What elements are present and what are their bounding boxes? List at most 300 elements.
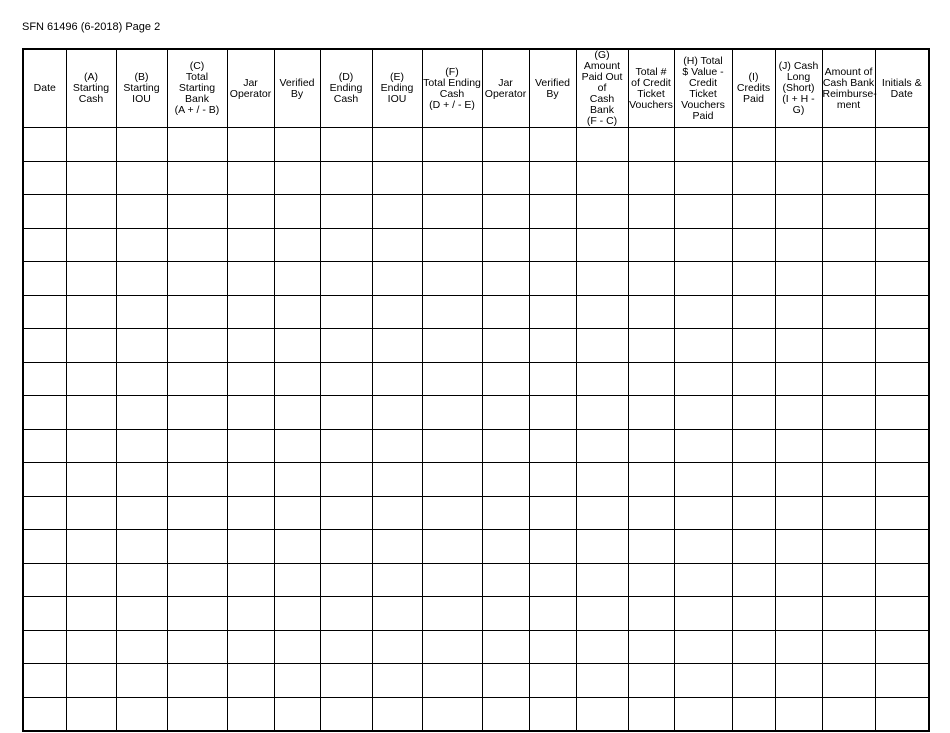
entry-cell[interactable] [66, 563, 116, 597]
entry-cell[interactable] [775, 429, 822, 463]
entry-cell[interactable] [227, 228, 274, 262]
entry-cell[interactable] [775, 496, 822, 530]
entry-cell[interactable] [320, 697, 372, 731]
entry-cell[interactable] [628, 630, 674, 664]
entry-cell[interactable] [822, 228, 875, 262]
entry-cell[interactable] [23, 429, 66, 463]
entry-cell[interactable] [875, 128, 929, 162]
entry-cell[interactable] [320, 463, 372, 497]
entry-cell[interactable] [628, 496, 674, 530]
entry-cell[interactable] [529, 396, 576, 430]
entry-cell[interactable] [576, 429, 628, 463]
entry-cell[interactable] [732, 128, 775, 162]
entry-cell[interactable] [628, 362, 674, 396]
entry-cell[interactable] [372, 329, 422, 363]
entry-cell[interactable] [116, 463, 167, 497]
entry-cell[interactable] [482, 463, 529, 497]
entry-cell[interactable] [372, 195, 422, 229]
entry-cell[interactable] [422, 463, 482, 497]
entry-cell[interactable] [227, 597, 274, 631]
entry-cell[interactable] [274, 563, 320, 597]
entry-cell[interactable] [66, 396, 116, 430]
entry-cell[interactable] [529, 295, 576, 329]
entry-cell[interactable] [822, 295, 875, 329]
entry-cell[interactable] [422, 161, 482, 195]
entry-cell[interactable] [875, 697, 929, 731]
entry-cell[interactable] [227, 128, 274, 162]
entry-cell[interactable] [529, 262, 576, 296]
entry-cell[interactable] [576, 496, 628, 530]
entry-cell[interactable] [674, 597, 732, 631]
entry-cell[interactable] [529, 429, 576, 463]
entry-cell[interactable] [822, 630, 875, 664]
entry-cell[interactable] [23, 329, 66, 363]
entry-cell[interactable] [274, 664, 320, 698]
entry-cell[interactable] [320, 295, 372, 329]
entry-cell[interactable] [875, 429, 929, 463]
entry-cell[interactable] [320, 429, 372, 463]
entry-cell[interactable] [422, 563, 482, 597]
entry-cell[interactable] [422, 128, 482, 162]
entry-cell[interactable] [482, 262, 529, 296]
entry-cell[interactable] [732, 362, 775, 396]
entry-cell[interactable] [116, 597, 167, 631]
entry-cell[interactable] [320, 530, 372, 564]
entry-cell[interactable] [822, 697, 875, 731]
entry-cell[interactable] [274, 463, 320, 497]
entry-cell[interactable] [674, 195, 732, 229]
entry-cell[interactable] [23, 630, 66, 664]
entry-cell[interactable] [227, 463, 274, 497]
entry-cell[interactable] [775, 697, 822, 731]
entry-cell[interactable] [775, 597, 822, 631]
entry-cell[interactable] [372, 128, 422, 162]
entry-cell[interactable] [320, 195, 372, 229]
entry-cell[interactable] [674, 429, 732, 463]
entry-cell[interactable] [116, 630, 167, 664]
entry-cell[interactable] [576, 463, 628, 497]
entry-cell[interactable] [372, 597, 422, 631]
entry-cell[interactable] [628, 329, 674, 363]
entry-cell[interactable] [372, 362, 422, 396]
entry-cell[interactable] [732, 530, 775, 564]
entry-cell[interactable] [227, 161, 274, 195]
entry-cell[interactable] [66, 262, 116, 296]
entry-cell[interactable] [775, 295, 822, 329]
entry-cell[interactable] [775, 396, 822, 430]
entry-cell[interactable] [674, 530, 732, 564]
entry-cell[interactable] [422, 396, 482, 430]
entry-cell[interactable] [66, 496, 116, 530]
entry-cell[interactable] [116, 396, 167, 430]
entry-cell[interactable] [116, 262, 167, 296]
entry-cell[interactable] [576, 530, 628, 564]
entry-cell[interactable] [775, 228, 822, 262]
entry-cell[interactable] [822, 597, 875, 631]
entry-cell[interactable] [822, 563, 875, 597]
entry-cell[interactable] [732, 429, 775, 463]
entry-cell[interactable] [628, 530, 674, 564]
entry-cell[interactable] [372, 228, 422, 262]
entry-cell[interactable] [66, 329, 116, 363]
entry-cell[interactable] [628, 262, 674, 296]
entry-cell[interactable] [167, 496, 227, 530]
entry-cell[interactable] [576, 664, 628, 698]
entry-cell[interactable] [167, 161, 227, 195]
entry-cell[interactable] [422, 630, 482, 664]
entry-cell[interactable] [875, 630, 929, 664]
entry-cell[interactable] [66, 195, 116, 229]
entry-cell[interactable] [875, 664, 929, 698]
entry-cell[interactable] [23, 161, 66, 195]
entry-cell[interactable] [116, 362, 167, 396]
entry-cell[interactable] [116, 161, 167, 195]
entry-cell[interactable] [628, 597, 674, 631]
entry-cell[interactable] [822, 329, 875, 363]
entry-cell[interactable] [274, 161, 320, 195]
entry-cell[interactable] [320, 664, 372, 698]
entry-cell[interactable] [167, 429, 227, 463]
entry-cell[interactable] [23, 362, 66, 396]
entry-cell[interactable] [822, 396, 875, 430]
entry-cell[interactable] [227, 664, 274, 698]
entry-cell[interactable] [23, 228, 66, 262]
entry-cell[interactable] [628, 697, 674, 731]
entry-cell[interactable] [529, 563, 576, 597]
entry-cell[interactable] [66, 463, 116, 497]
entry-cell[interactable] [674, 128, 732, 162]
entry-cell[interactable] [482, 597, 529, 631]
entry-cell[interactable] [66, 161, 116, 195]
entry-cell[interactable] [23, 128, 66, 162]
entry-cell[interactable] [116, 195, 167, 229]
entry-cell[interactable] [732, 496, 775, 530]
entry-cell[interactable] [822, 664, 875, 698]
entry-cell[interactable] [529, 463, 576, 497]
entry-cell[interactable] [775, 664, 822, 698]
entry-cell[interactable] [529, 630, 576, 664]
entry-cell[interactable] [775, 262, 822, 296]
entry-cell[interactable] [23, 295, 66, 329]
entry-cell[interactable] [482, 362, 529, 396]
entry-cell[interactable] [320, 329, 372, 363]
entry-cell[interactable] [116, 329, 167, 363]
entry-cell[interactable] [875, 563, 929, 597]
entry-cell[interactable] [822, 496, 875, 530]
entry-cell[interactable] [372, 295, 422, 329]
entry-cell[interactable] [529, 195, 576, 229]
entry-cell[interactable] [274, 362, 320, 396]
entry-cell[interactable] [23, 262, 66, 296]
entry-cell[interactable] [674, 630, 732, 664]
entry-cell[interactable] [23, 530, 66, 564]
entry-cell[interactable] [529, 597, 576, 631]
entry-cell[interactable] [628, 463, 674, 497]
entry-cell[interactable] [116, 228, 167, 262]
entry-cell[interactable] [732, 563, 775, 597]
entry-cell[interactable] [576, 630, 628, 664]
entry-cell[interactable] [320, 496, 372, 530]
entry-cell[interactable] [227, 195, 274, 229]
entry-cell[interactable] [576, 195, 628, 229]
entry-cell[interactable] [66, 630, 116, 664]
entry-cell[interactable] [732, 697, 775, 731]
entry-cell[interactable] [274, 597, 320, 631]
entry-cell[interactable] [116, 697, 167, 731]
entry-cell[interactable] [482, 295, 529, 329]
entry-cell[interactable] [274, 128, 320, 162]
entry-cell[interactable] [274, 530, 320, 564]
entry-cell[interactable] [274, 195, 320, 229]
entry-cell[interactable] [875, 463, 929, 497]
entry-cell[interactable] [422, 429, 482, 463]
entry-cell[interactable] [732, 463, 775, 497]
entry-cell[interactable] [628, 295, 674, 329]
entry-cell[interactable] [628, 563, 674, 597]
entry-cell[interactable] [116, 563, 167, 597]
entry-cell[interactable] [167, 362, 227, 396]
entry-cell[interactable] [674, 329, 732, 363]
entry-cell[interactable] [372, 396, 422, 430]
entry-cell[interactable] [875, 295, 929, 329]
entry-cell[interactable] [822, 429, 875, 463]
entry-cell[interactable] [529, 329, 576, 363]
entry-cell[interactable] [628, 228, 674, 262]
entry-cell[interactable] [482, 697, 529, 731]
entry-cell[interactable] [372, 530, 422, 564]
entry-cell[interactable] [66, 664, 116, 698]
entry-cell[interactable] [822, 463, 875, 497]
entry-cell[interactable] [674, 563, 732, 597]
entry-cell[interactable] [482, 630, 529, 664]
entry-cell[interactable] [227, 530, 274, 564]
entry-cell[interactable] [576, 362, 628, 396]
entry-cell[interactable] [422, 329, 482, 363]
entry-cell[interactable] [822, 161, 875, 195]
entry-cell[interactable] [167, 396, 227, 430]
entry-cell[interactable] [422, 530, 482, 564]
entry-cell[interactable] [482, 329, 529, 363]
entry-cell[interactable] [320, 228, 372, 262]
entry-cell[interactable] [66, 295, 116, 329]
entry-cell[interactable] [167, 530, 227, 564]
entry-cell[interactable] [167, 128, 227, 162]
entry-cell[interactable] [775, 530, 822, 564]
entry-cell[interactable] [227, 496, 274, 530]
entry-cell[interactable] [320, 563, 372, 597]
entry-cell[interactable] [822, 262, 875, 296]
entry-cell[interactable] [529, 664, 576, 698]
entry-cell[interactable] [422, 295, 482, 329]
entry-cell[interactable] [372, 496, 422, 530]
entry-cell[interactable] [66, 530, 116, 564]
entry-cell[interactable] [320, 362, 372, 396]
entry-cell[interactable] [576, 262, 628, 296]
entry-cell[interactable] [529, 530, 576, 564]
entry-cell[interactable] [66, 362, 116, 396]
entry-cell[interactable] [482, 496, 529, 530]
entry-cell[interactable] [167, 295, 227, 329]
entry-cell[interactable] [576, 295, 628, 329]
entry-cell[interactable] [576, 228, 628, 262]
entry-cell[interactable] [875, 161, 929, 195]
entry-cell[interactable] [732, 161, 775, 195]
entry-cell[interactable] [628, 161, 674, 195]
entry-cell[interactable] [674, 295, 732, 329]
entry-cell[interactable] [775, 463, 822, 497]
entry-cell[interactable] [482, 195, 529, 229]
entry-cell[interactable] [372, 563, 422, 597]
entry-cell[interactable] [529, 228, 576, 262]
entry-cell[interactable] [822, 195, 875, 229]
entry-cell[interactable] [167, 563, 227, 597]
entry-cell[interactable] [23, 396, 66, 430]
entry-cell[interactable] [482, 161, 529, 195]
entry-cell[interactable] [628, 429, 674, 463]
entry-cell[interactable] [732, 396, 775, 430]
entry-cell[interactable] [822, 362, 875, 396]
entry-cell[interactable] [775, 329, 822, 363]
entry-cell[interactable] [23, 496, 66, 530]
entry-cell[interactable] [576, 329, 628, 363]
entry-cell[interactable] [529, 128, 576, 162]
entry-cell[interactable] [674, 362, 732, 396]
entry-cell[interactable] [674, 161, 732, 195]
entry-cell[interactable] [674, 697, 732, 731]
entry-cell[interactable] [227, 697, 274, 731]
entry-cell[interactable] [576, 597, 628, 631]
entry-cell[interactable] [482, 396, 529, 430]
entry-cell[interactable] [227, 396, 274, 430]
entry-cell[interactable] [23, 597, 66, 631]
entry-cell[interactable] [167, 630, 227, 664]
entry-cell[interactable] [482, 429, 529, 463]
entry-cell[interactable] [732, 195, 775, 229]
entry-cell[interactable] [674, 463, 732, 497]
entry-cell[interactable] [227, 262, 274, 296]
entry-cell[interactable] [732, 295, 775, 329]
entry-cell[interactable] [529, 161, 576, 195]
entry-cell[interactable] [274, 329, 320, 363]
entry-cell[interactable] [628, 195, 674, 229]
entry-cell[interactable] [23, 463, 66, 497]
entry-cell[interactable] [875, 329, 929, 363]
entry-cell[interactable] [227, 563, 274, 597]
entry-cell[interactable] [274, 630, 320, 664]
entry-cell[interactable] [320, 597, 372, 631]
entry-cell[interactable] [775, 161, 822, 195]
entry-cell[interactable] [320, 128, 372, 162]
entry-cell[interactable] [576, 697, 628, 731]
entry-cell[interactable] [116, 496, 167, 530]
entry-cell[interactable] [227, 329, 274, 363]
entry-cell[interactable] [422, 664, 482, 698]
entry-cell[interactable] [875, 228, 929, 262]
entry-cell[interactable] [116, 530, 167, 564]
entry-cell[interactable] [274, 396, 320, 430]
entry-cell[interactable] [875, 262, 929, 296]
entry-cell[interactable] [822, 128, 875, 162]
entry-cell[interactable] [116, 128, 167, 162]
entry-cell[interactable] [674, 664, 732, 698]
entry-cell[interactable] [732, 228, 775, 262]
entry-cell[interactable] [167, 597, 227, 631]
entry-cell[interactable] [875, 195, 929, 229]
entry-cell[interactable] [274, 262, 320, 296]
entry-cell[interactable] [482, 563, 529, 597]
entry-cell[interactable] [66, 597, 116, 631]
entry-cell[interactable] [372, 630, 422, 664]
entry-cell[interactable] [167, 463, 227, 497]
entry-cell[interactable] [372, 664, 422, 698]
entry-cell[interactable] [674, 262, 732, 296]
entry-cell[interactable] [167, 329, 227, 363]
entry-cell[interactable] [422, 262, 482, 296]
entry-cell[interactable] [529, 496, 576, 530]
entry-cell[interactable] [732, 664, 775, 698]
entry-cell[interactable] [372, 262, 422, 296]
entry-cell[interactable] [372, 161, 422, 195]
entry-cell[interactable] [775, 195, 822, 229]
entry-cell[interactable] [875, 362, 929, 396]
entry-cell[interactable] [422, 697, 482, 731]
entry-cell[interactable] [66, 228, 116, 262]
entry-cell[interactable] [482, 128, 529, 162]
entry-cell[interactable] [372, 463, 422, 497]
entry-cell[interactable] [320, 630, 372, 664]
entry-cell[interactable] [576, 161, 628, 195]
entry-cell[interactable] [227, 295, 274, 329]
entry-cell[interactable] [674, 496, 732, 530]
entry-cell[interactable] [775, 563, 822, 597]
entry-cell[interactable] [576, 563, 628, 597]
entry-cell[interactable] [732, 630, 775, 664]
entry-cell[interactable] [23, 697, 66, 731]
entry-cell[interactable] [372, 429, 422, 463]
entry-cell[interactable] [23, 195, 66, 229]
entry-cell[interactable] [628, 664, 674, 698]
entry-cell[interactable] [227, 362, 274, 396]
entry-cell[interactable] [66, 697, 116, 731]
entry-cell[interactable] [167, 664, 227, 698]
entry-cell[interactable] [422, 195, 482, 229]
entry-cell[interactable] [674, 396, 732, 430]
entry-cell[interactable] [274, 295, 320, 329]
entry-cell[interactable] [274, 697, 320, 731]
entry-cell[interactable] [23, 563, 66, 597]
entry-cell[interactable] [529, 362, 576, 396]
entry-cell[interactable] [372, 697, 422, 731]
entry-cell[interactable] [274, 228, 320, 262]
entry-cell[interactable] [320, 161, 372, 195]
entry-cell[interactable] [674, 228, 732, 262]
entry-cell[interactable] [732, 262, 775, 296]
entry-cell[interactable] [422, 496, 482, 530]
entry-cell[interactable] [66, 429, 116, 463]
entry-cell[interactable] [576, 128, 628, 162]
entry-cell[interactable] [167, 195, 227, 229]
entry-cell[interactable] [66, 128, 116, 162]
entry-cell[interactable] [875, 496, 929, 530]
entry-cell[interactable] [732, 329, 775, 363]
entry-cell[interactable] [320, 396, 372, 430]
entry-cell[interactable] [167, 697, 227, 731]
entry-cell[interactable] [875, 530, 929, 564]
entry-cell[interactable] [320, 262, 372, 296]
entry-cell[interactable] [775, 630, 822, 664]
entry-cell[interactable] [116, 664, 167, 698]
entry-cell[interactable] [576, 396, 628, 430]
